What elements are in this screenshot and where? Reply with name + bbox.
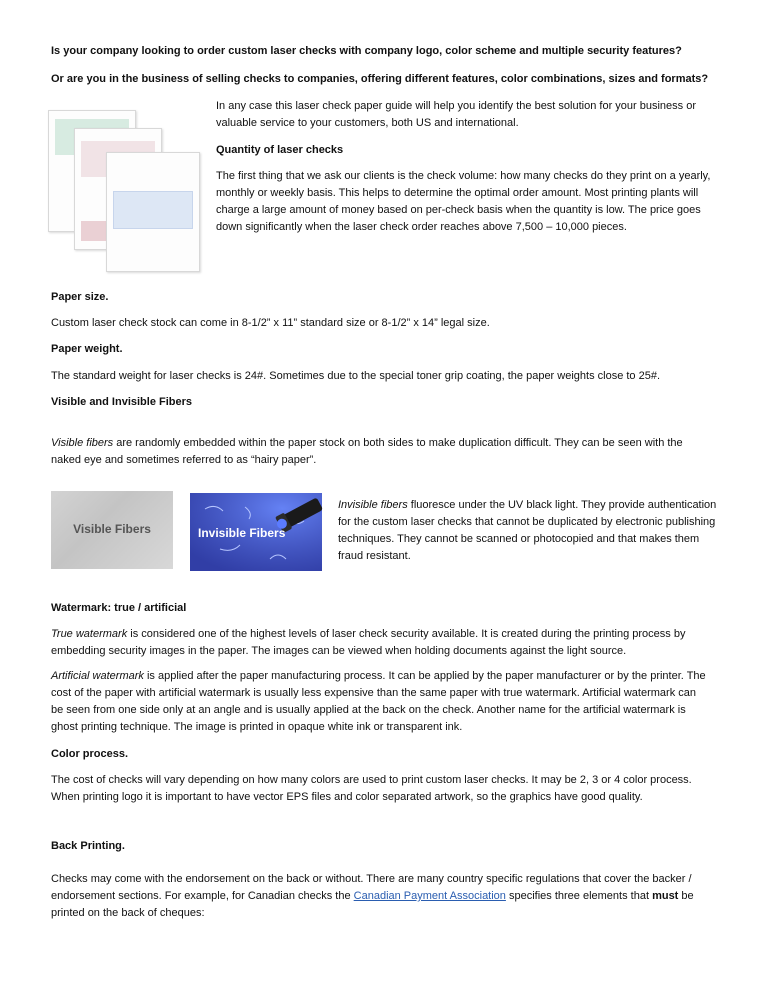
visible-fibers-image	[51, 491, 173, 569]
fibers-heading: Visible and Invisible Fibers	[51, 396, 193, 408]
canadian-payment-association-link[interactable]: Canadian Payment Association	[353, 890, 506, 902]
guide-text: In any case this laser check paper guide will help you identify the best solution for your business or valuable service to your customers, both US and international.	[216, 100, 696, 129]
quantity-text: The first thing that we ask our clients is the check volume: how many checks do they print on a yearly, monthly or weekly basis. This helps to determine the optimal order amount. Most printing plants will charge a large amount of money based on per-check basis when the quantity is low. The price goes down significantly when the laser check order reaches above 7,500 – 10,000 pieces.	[216, 170, 711, 233]
true-watermark-term: True watermark	[51, 628, 128, 640]
back-printing-text	[51, 871, 711, 922]
invisible-fibers-desc: fluoresce under the UV black light. They provide authentication for the custom laser checks that cannot be duplicated by electronic publishing techniques. They cannot be scanned or photocopied and that makes them fraud resistant.	[338, 499, 717, 562]
visible-fibers-desc: are randomly embedded within the paper stock on both sides to make duplication difficult. They can be seen with the naked eye and sometimes referred to as “hairy paper”.	[51, 437, 683, 466]
artificial-watermark-text	[51, 668, 711, 736]
color-process-text: The cost of checks will vary depending on how many colors are used to print custom laser checks. It may be 2, 3 or 4 color process. When printing logo it is important to have vector EPS files and color separated artwork, so the graphics have good quality.	[51, 774, 692, 803]
back-printing-text-1: Checks may come with the endorsement on the back or without. There are many country specific regulations that cover the backer / endorsement sections. For example, for Canadian checks the	[51, 873, 692, 902]
true-watermark-desc: is considered one of the highest levels of laser check security available. It is created during the printing process by embedding security images in the paper. The images can be viewed when holding documents against the light source.	[51, 628, 686, 657]
watermark-heading: Watermark: true / artificial	[51, 602, 187, 614]
check-paper-illustration	[46, 108, 206, 274]
paper-size-text: Custom laser check stock can come in 8-1/2” x 11” standard size or 8-1/2” x 14” legal size.	[51, 317, 490, 329]
back-printing-heading: Back Printing.	[51, 840, 125, 852]
paper-weight-text: The standard weight for laser checks is 24#. Sometimes due to the special toner grip coating, the paper weights close to 25#.	[51, 370, 661, 382]
visible-fibers-image-label: Visible Fibers	[73, 522, 151, 536]
must-emphasis: must	[652, 890, 679, 902]
true-watermark-text	[51, 626, 711, 660]
intro-question-1: Is your company looking to order custom laser checks with company logo, color scheme and multiple security features?	[51, 45, 682, 57]
back-printing-text-2: specifies three elements that	[505, 890, 653, 902]
intro-question-2: Or are you in the business of selling checks to companies, offering different features, color combinations, sizes and formats?	[51, 73, 709, 85]
invisible-fibers-image-label: Invisible Fibers	[198, 526, 286, 540]
quantity-heading: Quantity of laser checks	[216, 144, 344, 156]
invisible-fibers-image	[190, 489, 333, 573]
visible-fibers-text	[51, 435, 711, 469]
color-process-heading: Color process.	[51, 748, 129, 760]
invisible-fibers-term: Invisible fibers	[338, 499, 408, 511]
paper-weight-heading: Paper weight.	[51, 343, 123, 355]
artificial-watermark-desc: is applied after the paper manufacturing process. It can be applied by the paper manufacturer or by the printer. The cost of the paper with artificial watermark is usually less expensive than the same paper with true watermark. Artificial watermark can be seen from one side only at an angle and is usually applied at the back on the check. Another name for the artificial watermark is ghost printing technique. The image is printed in opaque white ink or transparent ink.	[51, 670, 706, 733]
artificial-watermark-term: Artificial watermark	[51, 670, 144, 682]
visible-fibers-term: Visible fibers	[51, 437, 114, 449]
paper-size-heading: Paper size.	[51, 291, 109, 303]
invisible-fibers-text	[338, 497, 718, 565]
back-printing-text-3: be printed on the back of cheques:	[51, 890, 694, 919]
